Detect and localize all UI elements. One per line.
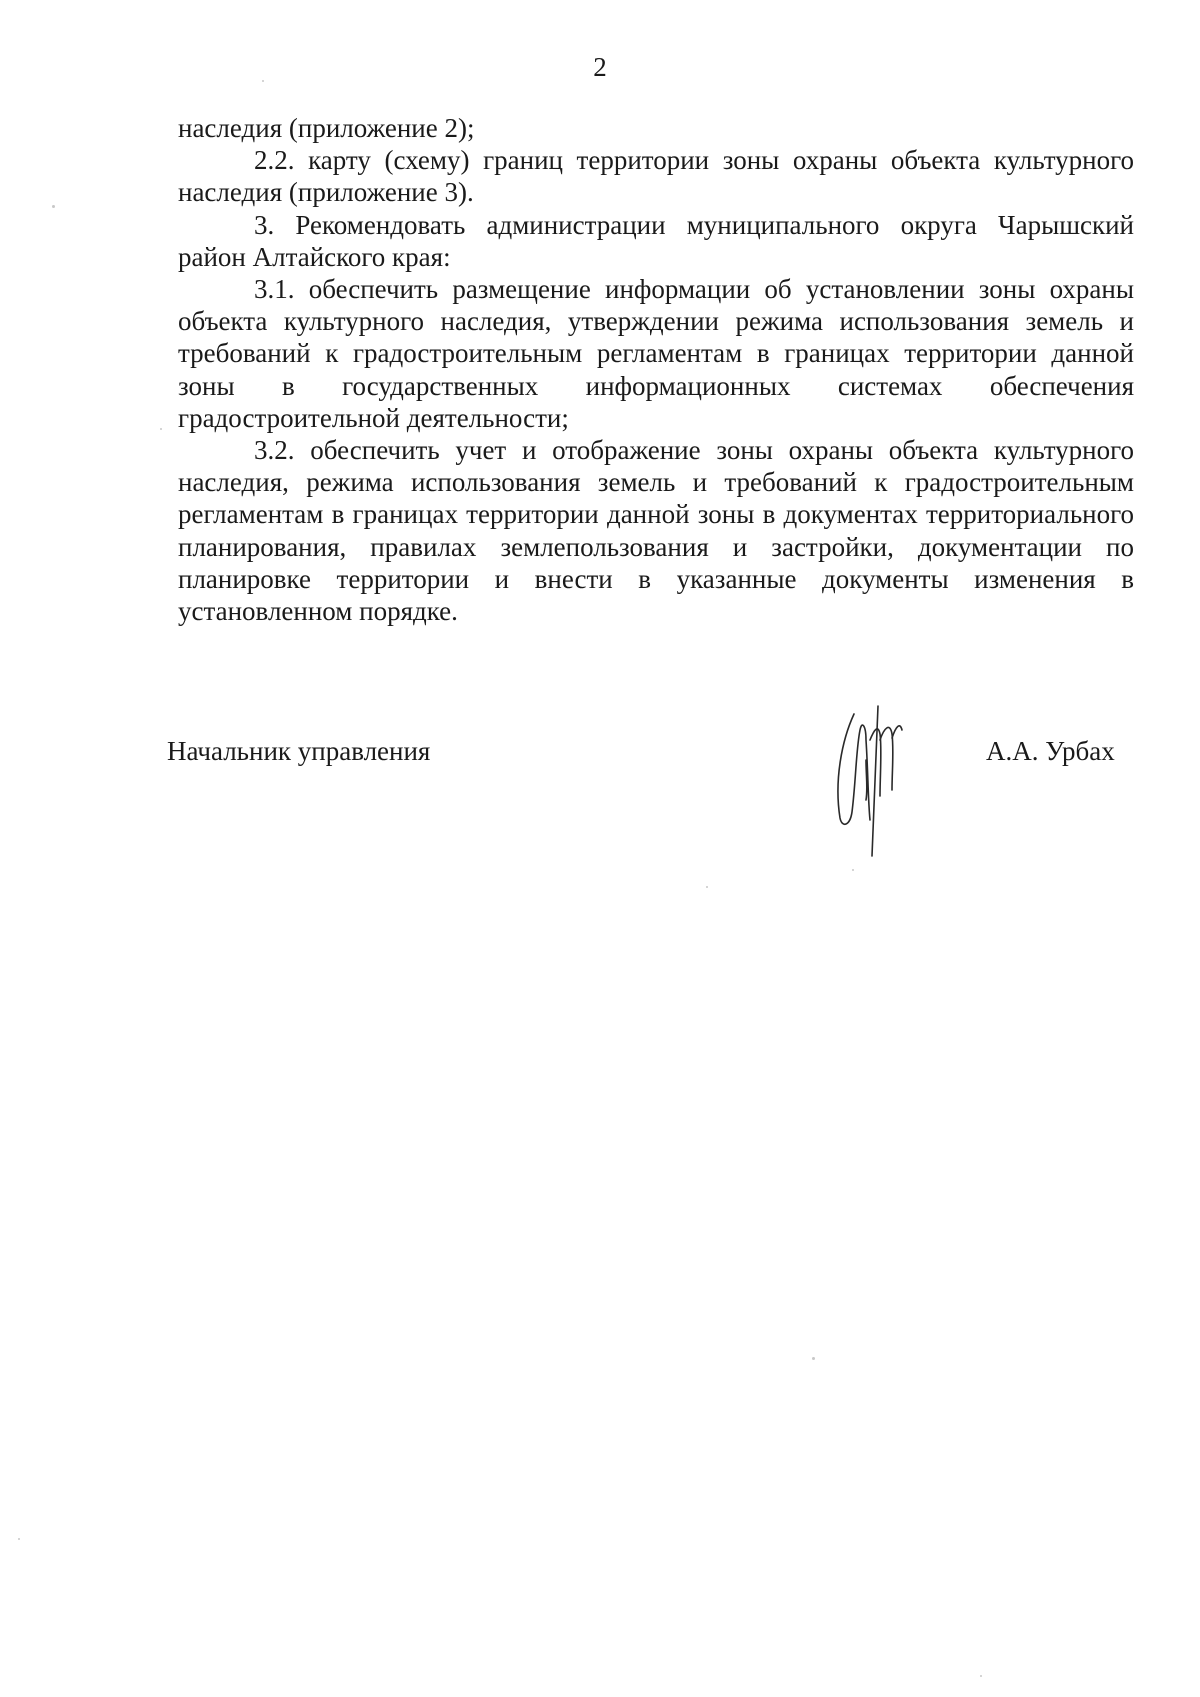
signer-title: Начальник управления [167, 736, 431, 766]
paragraph-3-1: 3.1. обеспечить размещение информации об установлении зоны охраны объекта культурного наследия, утверждении режима использования земель и требований к градостроительным регламентам в границах территории данной зоны в государственных информационных системах обеспечения градостроительной деятельности; [178, 274, 1134, 433]
paragraph-3: 3. Рекомендовать администрации муниципального округа Чарышский район Алтайского края: [178, 209, 1134, 272]
scan-speck [52, 205, 55, 208]
document-body [178, 112, 1134, 627]
scan-speck [980, 1675, 982, 1677]
scan-speck [706, 886, 708, 888]
signature-block [0, 700, 1200, 860]
scan-speck [160, 428, 162, 430]
signer-name: А.А. Урбах [986, 736, 1115, 766]
scan-speck [852, 869, 854, 871]
paragraph-3-2: 3.2. обеспечить учет и отображение зоны охраны объекта культурного наследия, режима использования земель и требований к градостроительным регламентам в границах территории данной зоны в документах территориального планирования, правилах землепользования и застройки, документации по планировке территории и внести в указанные документы изменения в установленном порядке. [178, 435, 1134, 627]
handwritten-signature [826, 700, 916, 860]
paragraph-continuation: наследия (приложение 2); [178, 113, 475, 143]
page-number: 2 [593, 52, 607, 82]
scan-speck [812, 1357, 815, 1360]
scan-speck [18, 1538, 20, 1540]
paragraph-2-2: 2.2. карту (схему) границ территории зоны охраны объекта культурного наследия (приложение 3). [178, 145, 1134, 208]
scan-speck [262, 80, 264, 82]
